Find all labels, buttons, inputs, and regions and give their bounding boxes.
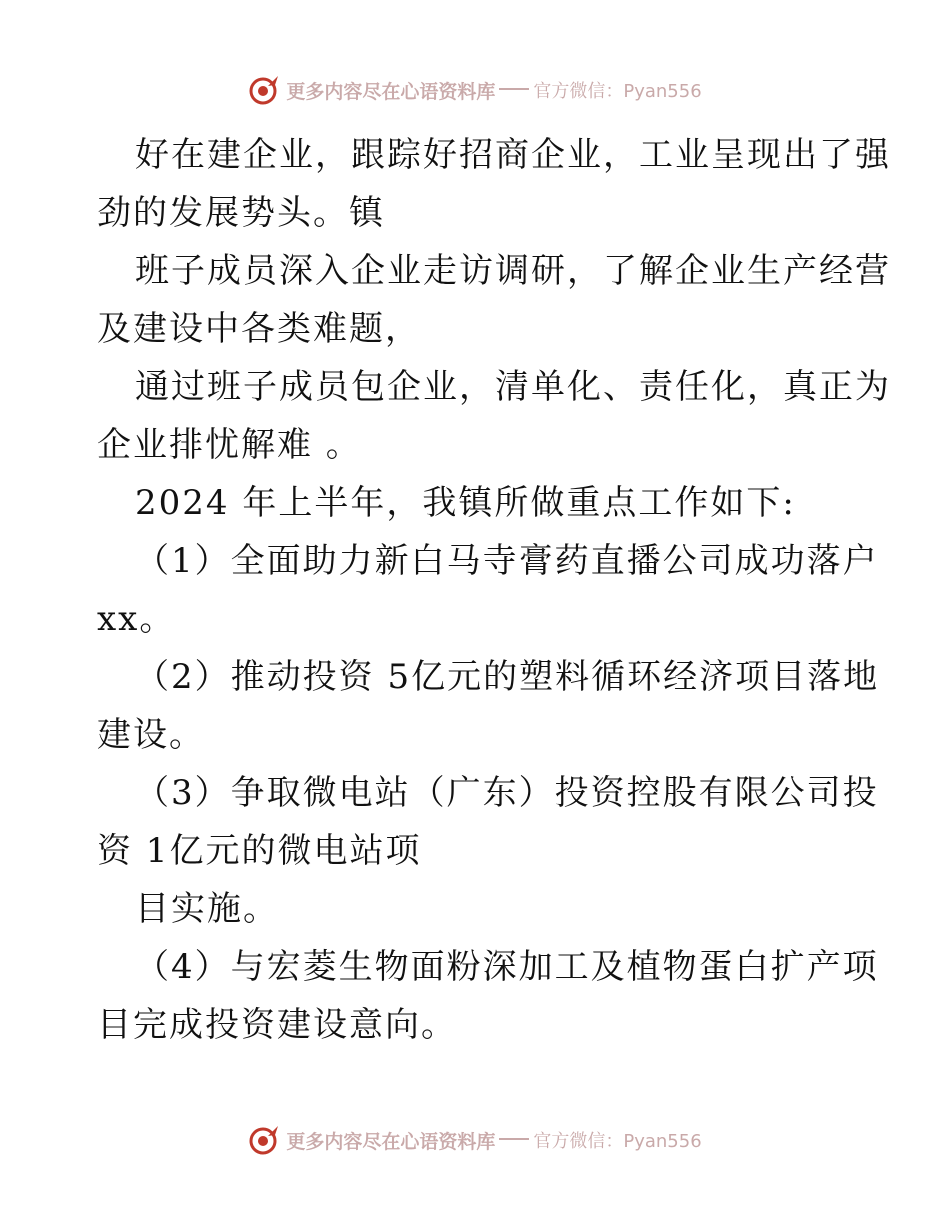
watermark-main-text: 更多内容尽在心语资料库 <box>286 1130 496 1153</box>
paragraph-line: 好在建企业，跟踪好招商企业，工业呈现出了强 <box>135 135 891 175</box>
paragraph-line: 劲的发展势头。镇 <box>97 193 385 233</box>
list-item-line: 资 1亿元的微电站项 <box>97 831 422 871</box>
list-item-line: xx。 <box>97 599 176 639</box>
list-item-line: 目实施。 <box>135 889 279 929</box>
paragraph-line: 通过班子成员包企业，清单化、责任化，真正为 <box>135 367 891 407</box>
list-item-line: （3）争取微电站（广东）投资控股有限公司投 <box>135 773 879 813</box>
watermark-dash <box>499 1138 529 1140</box>
quill-logo-icon <box>248 1124 280 1156</box>
list-item-line: （2）推动投资 5亿元的塑料循环经济项目落地 <box>135 657 880 697</box>
watermark-wechat-text: 官方微信：Pyan556 <box>533 1131 702 1152</box>
watermark-dash <box>499 88 529 90</box>
list-item-line: 建设。 <box>97 715 205 755</box>
document-body <box>97 124 891 1054</box>
paragraph-line: 企业排忧解难 。 <box>97 425 362 465</box>
watermark-wechat-text: 官方微信：Pyan556 <box>533 81 702 102</box>
header-watermark <box>0 70 950 110</box>
paragraph-line: 及建设中各类难题， <box>97 309 421 349</box>
paragraph-line: 班子成员深入企业走访调研，了解企业生产经营 <box>135 251 891 291</box>
watermark-main-text: 更多内容尽在心语资料库 <box>286 80 496 103</box>
footer-watermark <box>0 1120 950 1160</box>
list-item-line: （1）全面助力新白马寺膏药直播公司成功落户 <box>135 541 879 581</box>
list-item-line: （4）与宏菱生物面粉深加工及植物蛋白扩产项 <box>135 947 879 987</box>
paragraph-line: 2024 年上半年，我镇所做重点工作如下: <box>135 483 796 523</box>
quill-logo-icon <box>248 74 280 106</box>
list-item-line: 目完成投资建设意向。 <box>97 1005 457 1045</box>
